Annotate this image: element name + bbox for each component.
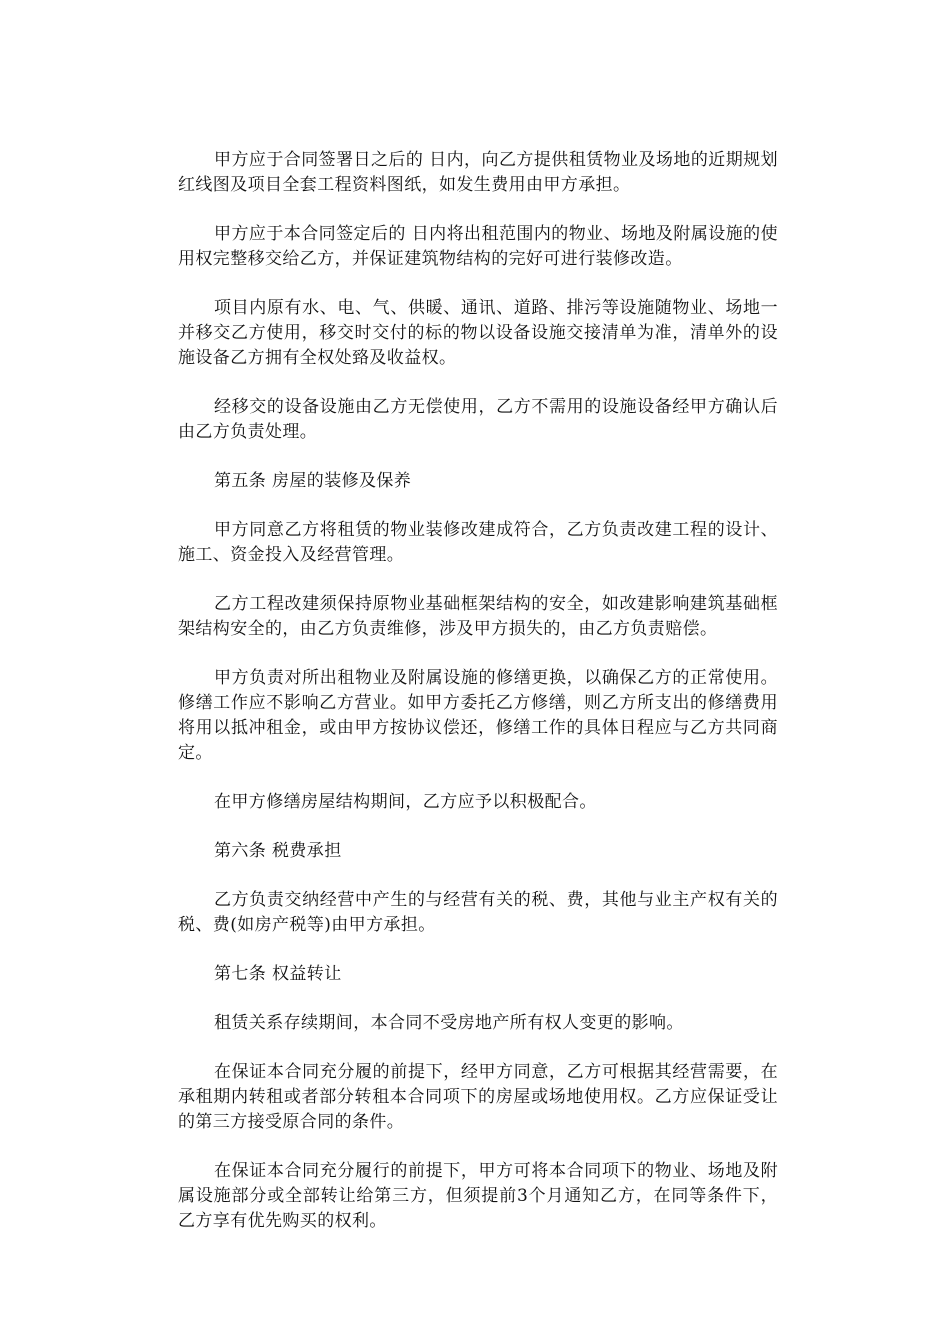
paragraph: 在甲方修缮房屋结构期间，乙方应予以积极配合。 xyxy=(214,792,597,812)
document-body xyxy=(178,148,778,1258)
paragraph: 乙方工程改建须保持原物业基础框架结构的安全，如改建影响建筑基础框架结构安全的，由乙方负责维修，涉及甲方损失的，由乙方负责赔偿。 xyxy=(178,594,778,639)
paragraph: 在保证本合同充分履行的前提下，甲方可将本合同项下的物业、场地及附属设施部分或全部转让给第三方，但须提前3个月通知乙方，在同等条件下，乙方享有优先购买的权利。 xyxy=(178,1161,778,1231)
paragraph: 租赁关系存续期间，本合同不受房地产所有权人变更的影响。 xyxy=(214,1013,684,1033)
paragraph: 乙方负责交纳经营中产生的与经营有关的税、费，其他与业主产权有关的税、费(如房产税等)由甲方承担。 xyxy=(178,890,778,935)
paragraph: 在保证本合同充分履的前提下，经甲方同意，乙方可根据其经营需要，在承租期内转租或者部分转租本合同项下的房屋或场地使用权。乙方应保证受让的第三方接受原合同的条件。 xyxy=(178,1062,778,1132)
paragraph: 经移交的设备设施由乙方无偿使用，乙方不需用的设施设备经甲方确认后由乙方负责处理。 xyxy=(178,397,778,442)
paragraph: 甲方负责对所出租物业及附属设施的修缮更换，以确保乙方的正常使用。修缮工作应不影响乙方营业。如甲方委托乙方修缮，则乙方所支出的修缮费用将用以抵冲租金，或由甲方按协议偿还，修缮工作的具体日程应与乙方共同商定。 xyxy=(178,668,778,763)
section-heading: 第七条 权益转让 xyxy=(214,964,342,984)
paragraph: 项目内原有水、电、气、供暖、通讯、道路、排污等设施随物业、场地一并移交乙方使用，移交时交付的标的物以设备设施交接清单为准，清单外的设施设备乙方拥有全权处臵及收益权。 xyxy=(178,298,778,368)
section-heading: 第五条 房屋的装修及保养 xyxy=(214,471,412,491)
section-heading: 第六条 税费承担 xyxy=(214,841,342,861)
paragraph: 甲方应于合同签署日之后的 日内，向乙方提供租赁物业及场地的近期规划红线图及项目全套工程资料图纸，如发生费用由甲方承担。 xyxy=(178,150,778,195)
paragraph: 甲方同意乙方将租赁的物业装修改建成符合，乙方负责改建工程的设计、施工、资金投入及经营管理。 xyxy=(178,520,778,565)
paragraph: 甲方应于本合同签定后的 日内将出租范围内的物业、场地及附属设施的使用权完整移交给乙方，并保证建筑物结构的完好可进行装修改造。 xyxy=(178,224,778,269)
